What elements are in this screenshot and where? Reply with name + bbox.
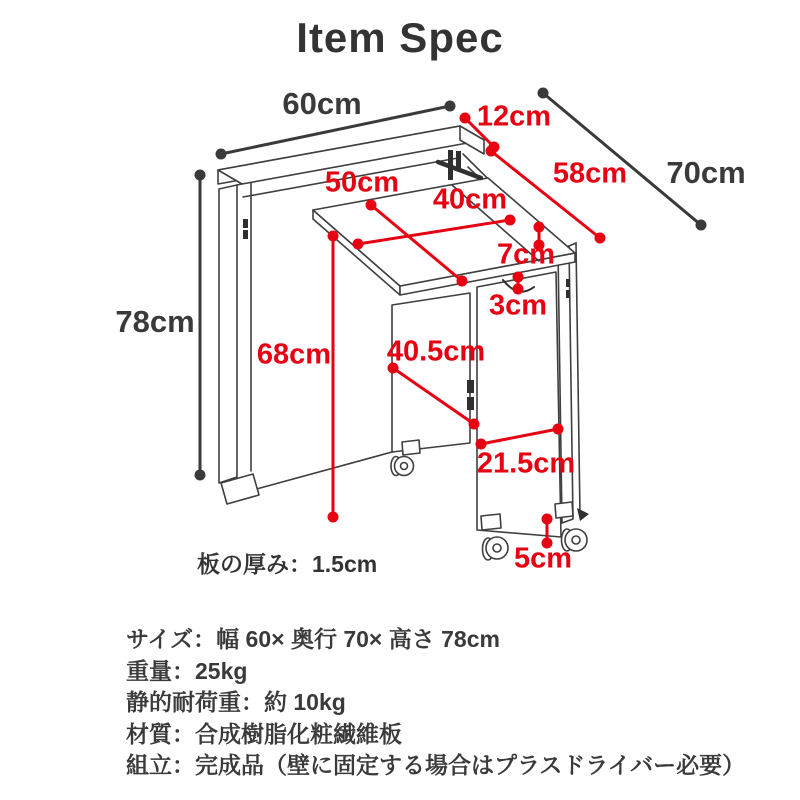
dim-desk-width-40-dot-1	[505, 215, 516, 226]
left-panel-hinge-top	[243, 219, 248, 228]
caster-left-plate	[402, 440, 420, 455]
dim-gap-7-dot-0	[534, 222, 545, 233]
shelf-hinge	[456, 151, 461, 169]
caster-left-hub	[401, 463, 408, 470]
bracket-post	[448, 150, 453, 180]
dim-desk-depth-50-dot-0	[366, 200, 377, 211]
panel-hinge-top	[467, 380, 474, 393]
dim-desk-depth-50-label: 50cm	[324, 166, 400, 199]
dim-shelf-depth-12-label: 12cm	[476, 100, 552, 133]
caster-rear-plate	[555, 502, 573, 518]
dim-gap-7-label: 7cm	[496, 238, 556, 271]
dim-gap-3-label: 3cm	[488, 289, 548, 322]
dim-side-rail-58-dot-1	[595, 233, 606, 244]
spec-line-size: サイズ：幅 60× 奥行 70× 高さ 78cm	[126, 626, 500, 652]
left-panel-hinge-bottom	[243, 230, 248, 239]
dim-caster-height-5-label: 5cm	[513, 542, 573, 575]
spec-text-block	[126, 624, 745, 782]
caster-direction-arrow	[577, 508, 589, 521]
dim-caster-height-5-dot-0	[542, 514, 553, 525]
dim-depth-70-dot-1	[696, 220, 707, 231]
dim-top-width-60-label: 60cm	[282, 86, 362, 122]
panel-hinge-bottom	[467, 397, 474, 410]
dim-top-width-60-dot-0	[216, 149, 227, 160]
dim-panel-21-5-dot-1	[553, 424, 564, 435]
dim-panel-40-5-label: 40.5cm	[386, 335, 486, 368]
dim-side-rail-58-dot-0	[486, 146, 497, 157]
dim-gap-3-dot-0	[513, 272, 524, 283]
caster-center-hub	[493, 544, 501, 552]
spec-line-load: 静的耐荷重：約 10kg	[126, 689, 346, 715]
support-panel-left	[392, 293, 470, 452]
dim-shelf-depth-12-dot-0	[460, 113, 471, 124]
leg-hinge-bottom	[566, 290, 570, 298]
page-title: Item Spec	[296, 14, 504, 61]
spec-line-material: 材質：合成樹脂化粧繊維板	[126, 720, 402, 747]
dim-height-78-dot-0	[195, 170, 206, 181]
dim-desk-width-40-label: 40cm	[432, 183, 508, 216]
dim-side-rail-58-label: 58cm	[552, 157, 628, 190]
dim-clearance-68-dot-0	[328, 231, 339, 242]
dim-panel-40-5-dot-1	[469, 419, 480, 430]
dim-desk-width-40-dot-0	[353, 239, 364, 250]
left-side-panel	[219, 185, 237, 483]
dim-height-78-dot-1	[195, 470, 206, 481]
dim-clearance-68-dot-1	[328, 512, 339, 523]
dim-height-78-label: 78cm	[115, 304, 195, 340]
dim-depth-70-label: 70cm	[666, 155, 746, 191]
dim-clearance-68-label: 68cm	[256, 338, 332, 371]
dim-top-width-60-dot-1	[445, 101, 456, 112]
caster-rear-hub	[572, 536, 580, 544]
leg-hinge-top	[566, 279, 570, 287]
spec-line-weight: 重量：25kg	[126, 657, 248, 684]
dim-panel-21-5-label: 21.5cm	[476, 447, 576, 480]
dim-height-78	[115, 170, 205, 481]
board-thickness-note: 板の厚み：1.5cm	[197, 551, 378, 577]
dim-clearance-68	[257, 231, 339, 523]
back-panel-bottom-edge	[253, 452, 392, 490]
caster-center-plate	[481, 514, 501, 530]
spec-line-assembly: 組立：完成品（壁に固定する場合はプラスドライバー必要）	[126, 752, 746, 778]
dim-depth-70-dot-0	[538, 88, 549, 99]
dim-desk-depth-50-dot-1	[457, 276, 468, 287]
